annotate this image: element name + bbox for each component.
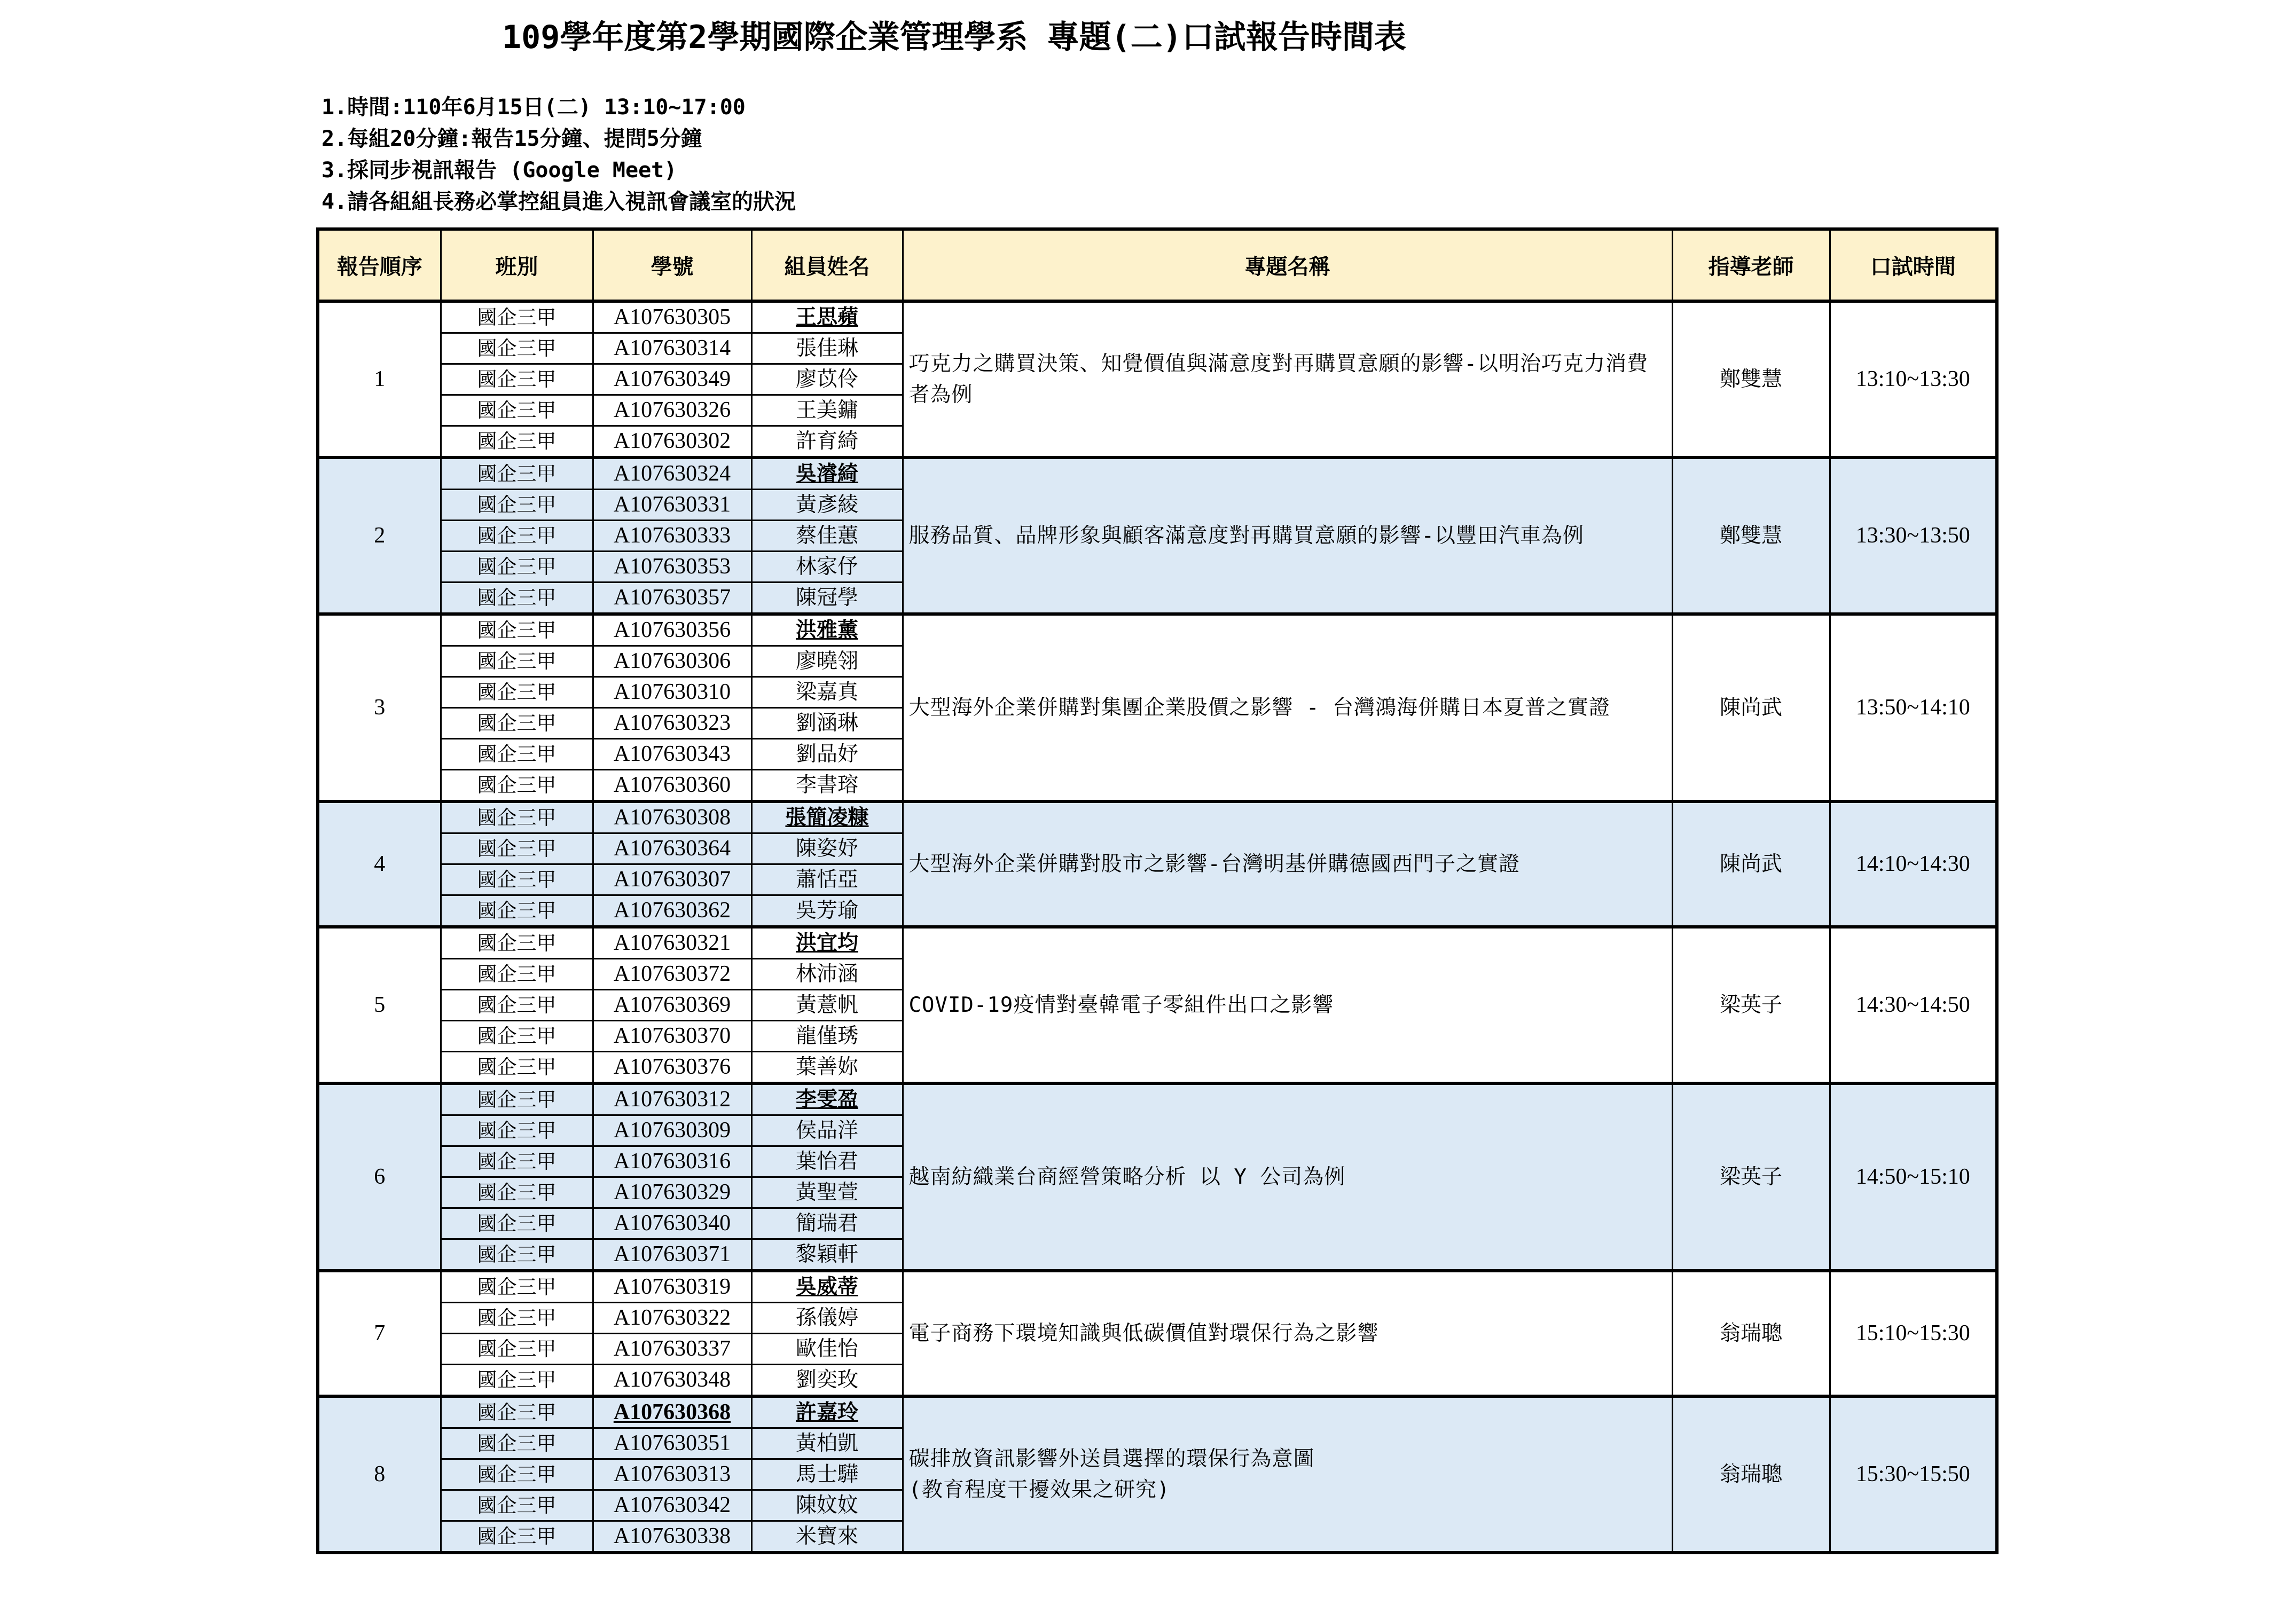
header-topic: 專題名稱 xyxy=(903,229,1672,301)
member-name-cell: 蔡佳蕙 xyxy=(751,521,903,552)
report-order: 3 xyxy=(318,614,441,801)
report-order: 7 xyxy=(318,1271,441,1396)
advisor-name: 陳尚武 xyxy=(1672,614,1830,801)
class-cell: 國企三甲 xyxy=(441,770,593,802)
member-name-cell: 劉奕玫 xyxy=(751,1365,903,1397)
header-time: 口試時間 xyxy=(1830,229,1997,301)
advisor-name: 鄭雙慧 xyxy=(1672,301,1830,458)
student-id-cell: A107630306 xyxy=(593,646,751,677)
note-format: 3.採同步視訊報告 (Google Meet) xyxy=(322,158,677,183)
notes-list xyxy=(322,92,796,218)
member-name-cell: 黃柏凱 xyxy=(751,1428,903,1459)
class-cell: 國企三甲 xyxy=(441,490,593,521)
class-cell: 國企三甲 xyxy=(441,864,593,895)
group-leader-name: 吳威蒂 xyxy=(751,1271,903,1303)
member-name-cell: 陳妏妏 xyxy=(751,1490,903,1521)
class-cell: 國企三甲 xyxy=(441,1303,593,1334)
student-id-cell: A107630356 xyxy=(593,614,751,646)
class-cell: 國企三甲 xyxy=(441,708,593,739)
student-id-cell: A107630308 xyxy=(593,801,751,833)
exam-time: 14:50~15:10 xyxy=(1830,1083,1997,1271)
group-leader-name: 許嘉玲 xyxy=(751,1396,903,1428)
page-title: 109學年度第2學期國際企業管理學系 專題(二)口試報告時間表 xyxy=(502,19,1406,56)
student-id-cell: A107630362 xyxy=(593,895,751,927)
class-cell: 國企三甲 xyxy=(441,927,593,959)
member-name-cell: 吳芳瑜 xyxy=(751,895,903,927)
class-cell: 國企三甲 xyxy=(441,1459,593,1490)
exam-time: 13:30~13:50 xyxy=(1830,458,1997,614)
class-cell: 國企三甲 xyxy=(441,1490,593,1521)
student-id-cell: A107630368 xyxy=(593,1396,751,1428)
class-cell: 國企三甲 xyxy=(441,959,593,990)
topic-title: 電子商務下環境知識與低碳價值對環保行為之影響 xyxy=(903,1271,1672,1396)
student-id-cell: A107630305 xyxy=(593,301,751,333)
student-id-cell: A107630376 xyxy=(593,1052,751,1084)
student-id-cell: A107630343 xyxy=(593,739,751,770)
member-name-cell: 米寶來 xyxy=(751,1521,903,1553)
student-id-cell: A107630302 xyxy=(593,426,751,458)
student-id-cell: A107630321 xyxy=(593,927,751,959)
header-advisor: 指導老師 xyxy=(1672,229,1830,301)
table-row xyxy=(318,1271,1997,1303)
student-id-cell: A107630372 xyxy=(593,959,751,990)
class-cell: 國企三甲 xyxy=(441,1208,593,1239)
advisor-name: 鄭雙慧 xyxy=(1672,458,1830,614)
class-cell: 國企三甲 xyxy=(441,895,593,927)
student-id-cell: A107630324 xyxy=(593,458,751,490)
student-id-cell: A107630333 xyxy=(593,521,751,552)
class-cell: 國企三甲 xyxy=(441,646,593,677)
report-order: 6 xyxy=(318,1083,441,1271)
class-cell: 國企三甲 xyxy=(441,1271,593,1303)
class-cell: 國企三甲 xyxy=(441,833,593,864)
member-name-cell: 黎穎軒 xyxy=(751,1239,903,1271)
member-name-cell: 劉品妤 xyxy=(751,739,903,770)
exam-time: 15:30~15:50 xyxy=(1830,1396,1997,1553)
member-name-cell: 許育綺 xyxy=(751,426,903,458)
exam-time: 13:10~13:30 xyxy=(1830,301,1997,458)
topic-title: 巧克力之購買決策、知覺價值與滿意度對再購買意願的影響-以明治巧克力消費者為例 xyxy=(903,301,1672,458)
class-cell: 國企三甲 xyxy=(441,1083,593,1115)
student-id-cell: A107630309 xyxy=(593,1115,751,1146)
class-cell: 國企三甲 xyxy=(441,614,593,646)
student-id-cell: A107630349 xyxy=(593,364,751,395)
student-id-cell: A107630312 xyxy=(593,1083,751,1115)
class-cell: 國企三甲 xyxy=(441,1334,593,1365)
class-cell: 國企三甲 xyxy=(441,677,593,708)
exam-time: 14:10~14:30 xyxy=(1830,801,1997,927)
member-name-cell: 廖曉翎 xyxy=(751,646,903,677)
member-name-cell: 張佳琳 xyxy=(751,333,903,364)
member-name-cell: 孫儀婷 xyxy=(751,1303,903,1334)
header-member-name: 組員姓名 xyxy=(751,229,903,301)
class-cell: 國企三甲 xyxy=(441,1239,593,1271)
member-name-cell: 黃彥綾 xyxy=(751,490,903,521)
exam-time: 15:10~15:30 xyxy=(1830,1271,1997,1396)
member-name-cell: 王美鏞 xyxy=(751,395,903,426)
advisor-name: 翁瑞聰 xyxy=(1672,1396,1830,1553)
class-cell: 國企三甲 xyxy=(441,1021,593,1052)
table-header-row xyxy=(318,229,1997,301)
class-cell: 國企三甲 xyxy=(441,426,593,458)
topic-title: 大型海外企業併購對股市之影響-台灣明基併購德國西門子之實證 xyxy=(903,801,1672,927)
class-cell: 國企三甲 xyxy=(441,301,593,333)
member-name-cell: 黃聖萱 xyxy=(751,1177,903,1208)
table-row xyxy=(318,801,1997,833)
group-leader-name: 張簡凌糠 xyxy=(751,801,903,833)
report-order: 2 xyxy=(318,458,441,614)
member-name-cell: 侯品洋 xyxy=(751,1115,903,1146)
group-leader-name: 洪雅薰 xyxy=(751,614,903,646)
class-cell: 國企三甲 xyxy=(441,1365,593,1397)
group-leader-name: 李雯盈 xyxy=(751,1083,903,1115)
group-leader-name: 王思蘋 xyxy=(751,301,903,333)
class-cell: 國企三甲 xyxy=(441,1521,593,1553)
student-id-cell: A107630360 xyxy=(593,770,751,802)
table-row xyxy=(318,458,1997,490)
report-order: 4 xyxy=(318,801,441,927)
header-class: 班別 xyxy=(441,229,593,301)
class-cell: 國企三甲 xyxy=(441,739,593,770)
topic-title: 碳排放資訊影響外送員選擇的環保行為意圖 (教育程度干擾效果之研究) xyxy=(903,1396,1672,1553)
member-name-cell: 馬士驊 xyxy=(751,1459,903,1490)
student-id-cell: A107630351 xyxy=(593,1428,751,1459)
table-row xyxy=(318,1396,1997,1428)
class-cell: 國企三甲 xyxy=(441,1177,593,1208)
topic-title: 越南紡織業台商經營策略分析 以 Y 公司為例 xyxy=(903,1083,1672,1271)
class-cell: 國企三甲 xyxy=(441,1146,593,1177)
schedule-table xyxy=(316,227,1999,1554)
member-name-cell: 梁嘉真 xyxy=(751,677,903,708)
note-leader-duty: 4.請各組組長務必掌控組員進入視訊會議室的狀況 xyxy=(322,190,796,214)
topic-title: 服務品質、品牌形象與顧客滿意度對再購買意願的影響-以豐田汽車為例 xyxy=(903,458,1672,614)
student-id-cell: A107630307 xyxy=(593,864,751,895)
note-duration: 2.每組20分鐘:報告15分鐘、提問5分鐘 xyxy=(322,127,702,151)
member-name-cell: 簡瑞君 xyxy=(751,1208,903,1239)
note-time: 1.時間:110年6月15日(二) 13:10~17:00 xyxy=(322,95,746,120)
student-id-cell: A107630357 xyxy=(593,583,751,615)
student-id-cell: A107630310 xyxy=(593,677,751,708)
member-name-cell: 陳冠學 xyxy=(751,583,903,615)
member-name-cell: 葉怡君 xyxy=(751,1146,903,1177)
advisor-name: 梁英子 xyxy=(1672,1083,1830,1271)
report-order: 5 xyxy=(318,927,441,1083)
group-leader-name: 洪宜均 xyxy=(751,927,903,959)
member-name-cell: 黃薏帆 xyxy=(751,990,903,1021)
table-row xyxy=(318,927,1997,959)
class-cell: 國企三甲 xyxy=(441,521,593,552)
student-id-cell: A107630371 xyxy=(593,1239,751,1271)
member-name-cell: 林沛涵 xyxy=(751,959,903,990)
class-cell: 國企三甲 xyxy=(441,801,593,833)
report-order: 8 xyxy=(318,1396,441,1553)
member-name-cell: 李書瑢 xyxy=(751,770,903,802)
advisor-name: 陳尚武 xyxy=(1672,801,1830,927)
student-id-cell: A107630364 xyxy=(593,833,751,864)
class-cell: 國企三甲 xyxy=(441,333,593,364)
class-cell: 國企三甲 xyxy=(441,364,593,395)
member-name-cell: 蕭恬亞 xyxy=(751,864,903,895)
member-name-cell: 葉善妳 xyxy=(751,1052,903,1084)
student-id-cell: A107630342 xyxy=(593,1490,751,1521)
student-id-cell: A107630329 xyxy=(593,1177,751,1208)
student-id-cell: A107630313 xyxy=(593,1459,751,1490)
exam-time: 14:30~14:50 xyxy=(1830,927,1997,1083)
header-student-id: 學號 xyxy=(593,229,751,301)
student-id-cell: A107630314 xyxy=(593,333,751,364)
topic-title: COVID-19疫情對臺韓電子零組件出口之影響 xyxy=(903,927,1672,1083)
member-name-cell: 劉涵琳 xyxy=(751,708,903,739)
student-id-cell: A107630370 xyxy=(593,1021,751,1052)
class-cell: 國企三甲 xyxy=(441,1115,593,1146)
member-name-cell: 廖苡伶 xyxy=(751,364,903,395)
member-name-cell: 龍僅琇 xyxy=(751,1021,903,1052)
student-id-cell: A107630369 xyxy=(593,990,751,1021)
advisor-name: 翁瑞聰 xyxy=(1672,1271,1830,1396)
class-cell: 國企三甲 xyxy=(441,583,593,615)
report-order: 1 xyxy=(318,301,441,458)
class-cell: 國企三甲 xyxy=(441,395,593,426)
student-id-cell: A107630326 xyxy=(593,395,751,426)
class-cell: 國企三甲 xyxy=(441,1396,593,1428)
group-leader-name: 吳濬綺 xyxy=(751,458,903,490)
member-name-cell: 林家伃 xyxy=(751,552,903,583)
table-row xyxy=(318,1083,1997,1115)
header-order: 報告順序 xyxy=(318,229,441,301)
table-row xyxy=(318,301,1997,333)
student-id-cell: A107630353 xyxy=(593,552,751,583)
class-cell: 國企三甲 xyxy=(441,552,593,583)
class-cell: 國企三甲 xyxy=(441,990,593,1021)
member-name-cell: 歐佳怡 xyxy=(751,1334,903,1365)
student-id-cell: A107630331 xyxy=(593,490,751,521)
advisor-name: 梁英子 xyxy=(1672,927,1830,1083)
student-id-cell: A107630338 xyxy=(593,1521,751,1553)
class-cell: 國企三甲 xyxy=(441,1428,593,1459)
student-id-cell: A107630322 xyxy=(593,1303,751,1334)
exam-time: 13:50~14:10 xyxy=(1830,614,1997,801)
class-cell: 國企三甲 xyxy=(441,1052,593,1084)
topic-title: 大型海外企業併購對集團企業股價之影響 - 台灣鴻海併購日本夏普之實證 xyxy=(903,614,1672,801)
table-row xyxy=(318,614,1997,646)
student-id-cell: A107630348 xyxy=(593,1365,751,1397)
member-name-cell: 陳姿妤 xyxy=(751,833,903,864)
schedule-body xyxy=(318,301,1997,1553)
class-cell: 國企三甲 xyxy=(441,458,593,490)
student-id-cell: A107630323 xyxy=(593,708,751,739)
student-id-cell: A107630340 xyxy=(593,1208,751,1239)
student-id-cell: A107630337 xyxy=(593,1334,751,1365)
student-id-cell: A107630319 xyxy=(593,1271,751,1303)
student-id-cell: A107630316 xyxy=(593,1146,751,1177)
